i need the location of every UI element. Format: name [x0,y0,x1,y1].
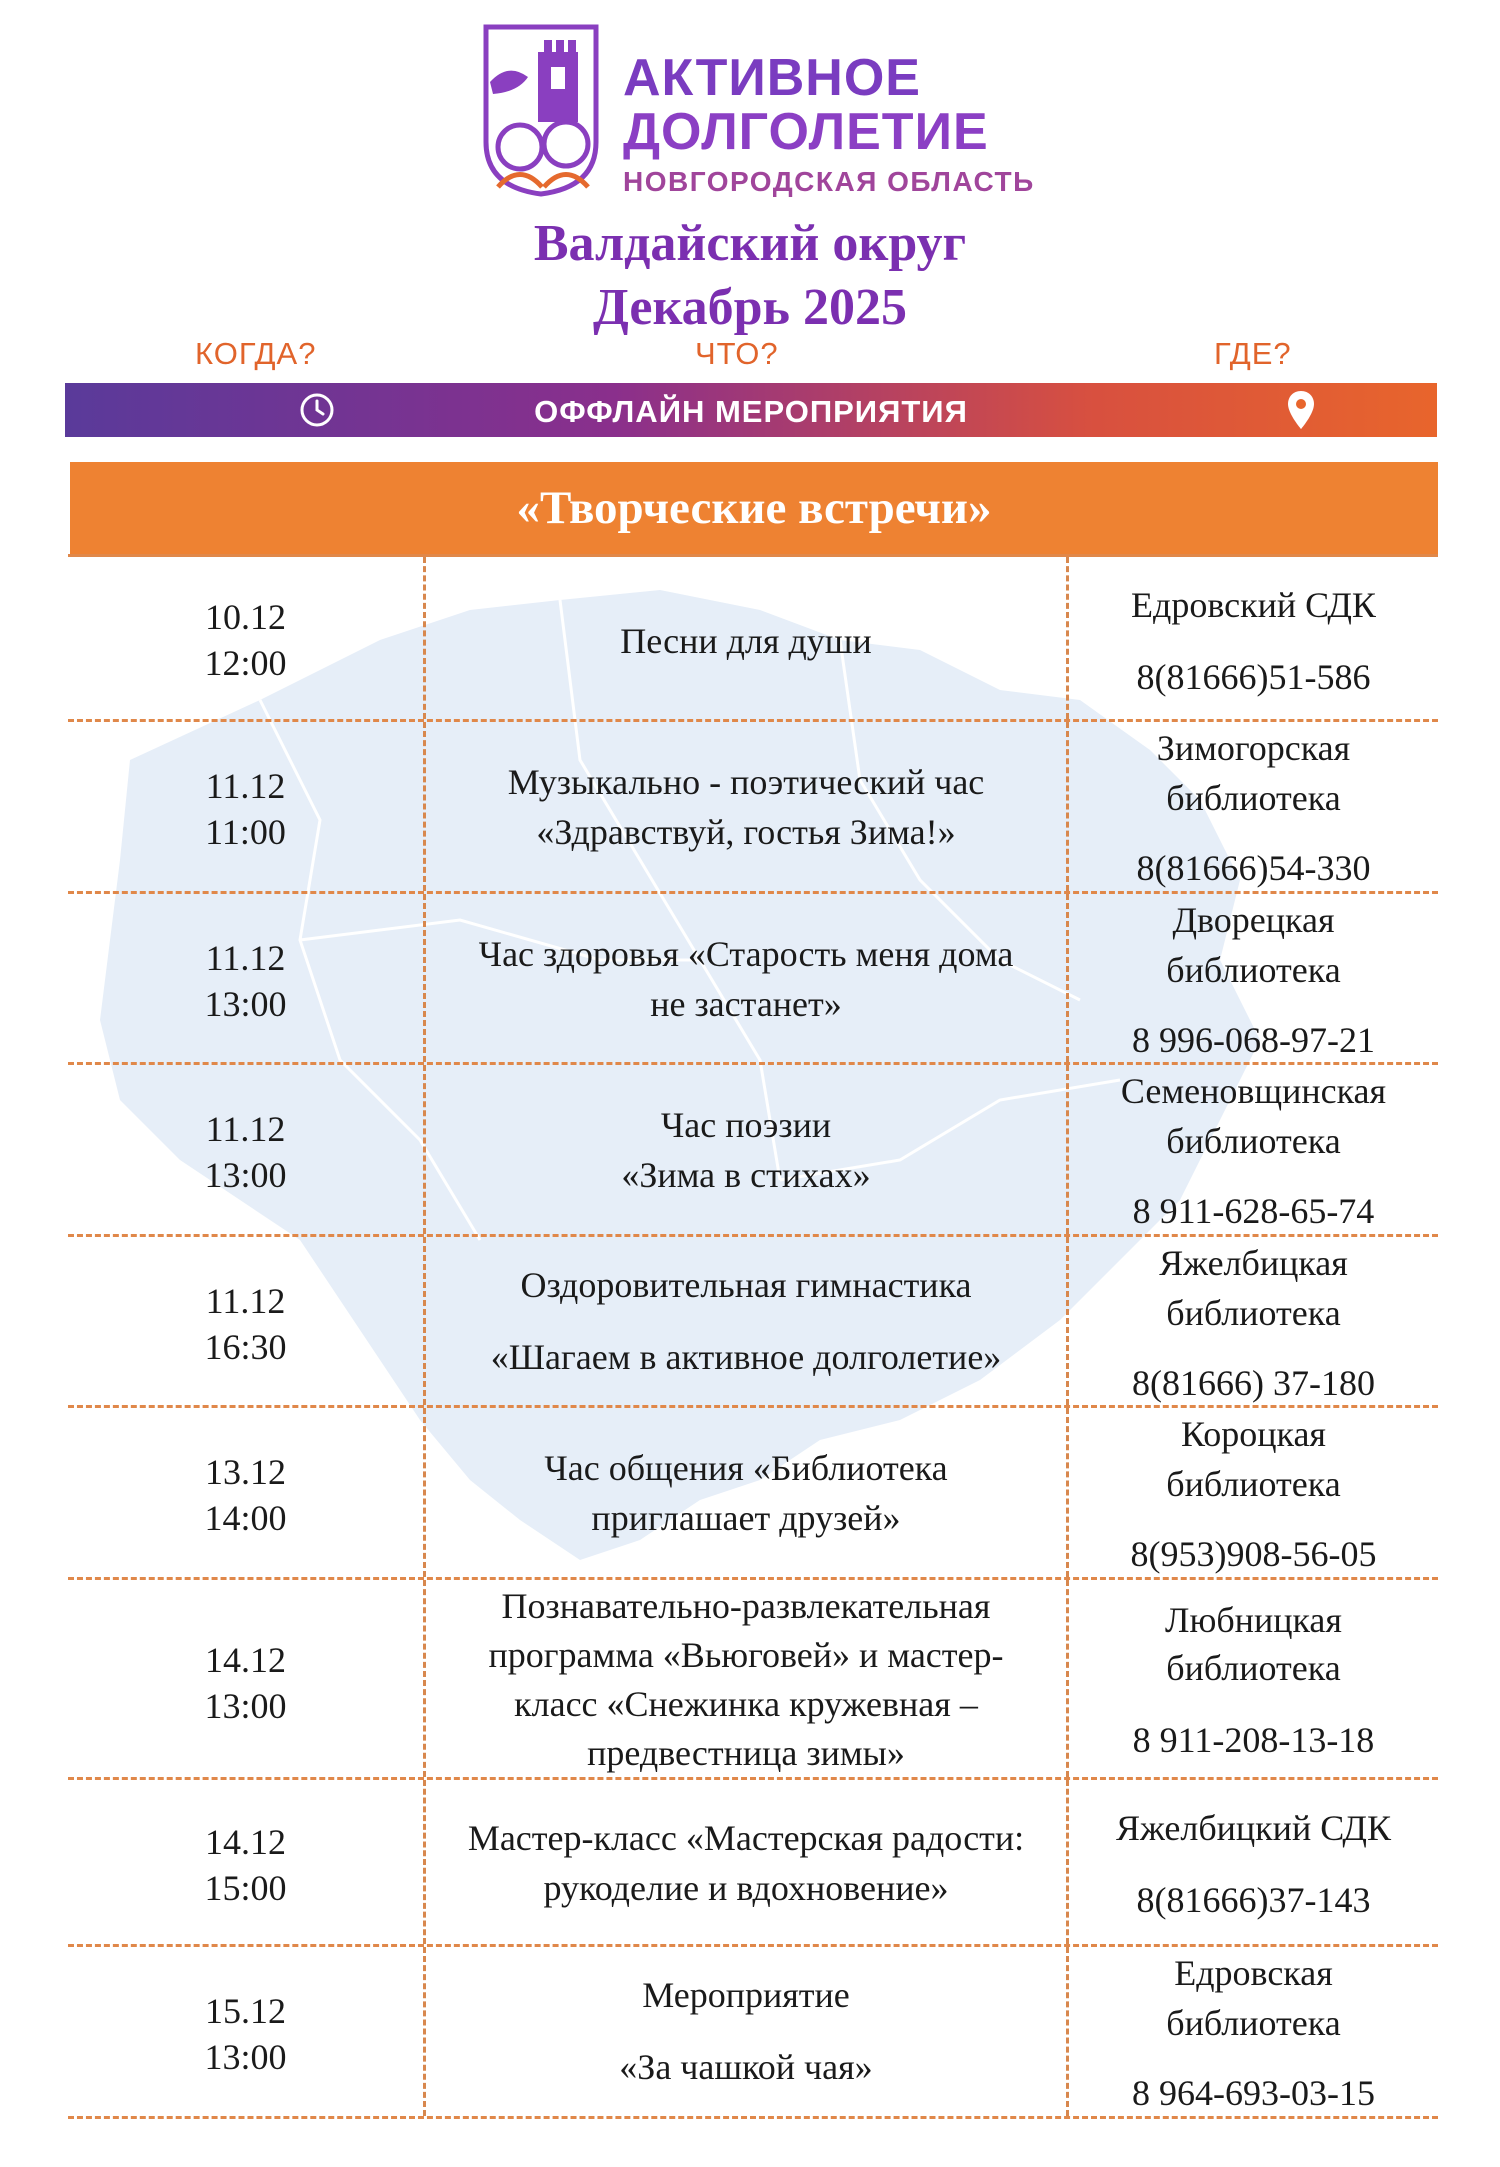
what-cell [426,1237,1069,1405]
event-date: 11.12 [205,938,286,978]
where-cell [1069,722,1438,891]
event-phone: 8(81666)54-330 [1136,848,1371,888]
what-cell [426,1947,1069,2116]
event-place-line: Едровский СДК [1131,585,1376,625]
event-place-line: библиотека [1166,2003,1341,2043]
event-place-line: библиотека [1166,1293,1341,1333]
where-cell [1069,1237,1438,1405]
when-cell [68,1408,426,1577]
when-cell [68,894,426,1062]
what-cell [426,1580,1069,1777]
event-place-line: библиотека [1166,1648,1341,1688]
event-time: 13:00 [204,984,287,1024]
logo [478,22,1035,202]
event-date: 14.12 [205,1822,286,1862]
where-cell [1069,1580,1438,1777]
event-place-line: библиотека [1166,1121,1341,1161]
when-cell [68,557,426,719]
event-place-line: Семеновщинская [1120,1071,1387,1111]
event-phone: 8 911-628-65-74 [1132,1191,1375,1231]
event-title-line: «Зима в стихах» [621,1155,871,1195]
event-title-line: Оздоровительная гимнастика [520,1265,972,1305]
what-cell [426,1780,1069,1944]
event-phone: 8 911-208-13-18 [1132,1720,1375,1760]
event-date: 14.12 [205,1640,286,1680]
events-table [68,554,1438,2119]
event-title-line: программа «Вьюговей» и мастер- [488,1635,1004,1675]
page-subtitle-month: Декабрь 2025 [592,279,908,336]
where-cell [1069,1780,1438,1944]
event-place-line: библиотека [1166,778,1341,818]
event-date: 15.12 [205,1991,286,2031]
event-date: 13.12 [205,1452,286,1492]
where-cell [1069,1408,1438,1577]
table-row [68,1237,1438,1408]
what-cell [426,557,1069,719]
event-title-line: рукоделие и вдохновение» [543,1868,949,1908]
event-time: 13:00 [204,2037,287,2077]
where-cell [1069,1065,1438,1234]
offline-events-banner [65,383,1437,437]
table-row [68,1408,1438,1580]
when-cell [68,1580,426,1777]
event-time: 13:00 [204,1155,287,1195]
event-title-line: Час здоровья «Старость меня дома [478,934,1014,974]
location-pin-icon [1286,389,1316,431]
table-row [68,894,1438,1065]
when-cell [68,1237,426,1405]
event-date: 11.12 [205,766,286,806]
table-row [68,554,1438,722]
logo-title-line1: АКТИВНОЕ [623,49,921,107]
where-cell [1069,1947,1438,2116]
event-place-line: Короцкая [1181,1414,1326,1454]
event-title-line: Познавательно-развлекательная [501,1586,991,1626]
when-cell [68,1947,426,2116]
table-row [68,722,1438,894]
event-phone: 8(953)908-56-05 [1130,1534,1377,1574]
column-label-when: КОГДА? [195,336,317,371]
table-row [68,1780,1438,1947]
event-title-line: «Здравствуй, гостья Зима!» [536,812,956,852]
banner-title: ОФФЛАЙН МЕРОПРИЯТИЯ [534,394,968,429]
event-place-line: Яжелбицкая [1159,1243,1348,1283]
event-title-line: «За чашкой чая» [619,2047,873,2087]
event-time: 12:00 [204,643,287,683]
event-place-line: Дворецкая [1172,900,1335,940]
event-title-line: класс «Снежинка кружевная – [514,1684,978,1724]
event-title-line: Мероприятие [642,1975,850,2015]
event-title-line: Мастер-класс «Мастерская радости: [467,1818,1025,1858]
when-cell [68,1065,426,1234]
where-cell [1069,557,1438,719]
event-title-line: «Шагаем в активное долголетие» [490,1337,1002,1377]
table-row [68,1580,1438,1780]
event-place-line: Яжелбицкий СДК [1115,1808,1391,1848]
event-phone: 8(81666)51-586 [1136,657,1371,697]
column-label-where: ГДЕ? [1214,336,1292,371]
what-cell [426,1408,1069,1577]
event-title-line: Час поэзии [660,1105,832,1145]
event-title-line: приглашает друзей» [591,1498,901,1538]
event-phone: 8 996-068-97-21 [1132,1020,1375,1060]
event-time: 11:00 [205,812,286,852]
event-time: 15:00 [204,1868,287,1908]
table-row [68,1947,1438,2119]
logo-subtitle: НОВГОРОДСКАЯ ОБЛАСТЬ [623,166,1035,197]
event-place-line: библиотека [1166,950,1341,990]
event-place-line: Зимогорская [1156,728,1351,768]
event-title-line: Музыкально - поэтический час [507,762,985,802]
event-date: 11.12 [205,1109,286,1149]
event-time: 16:30 [204,1327,287,1367]
logo-title-line2: ДОЛГОЛЕТИЕ [623,103,989,161]
event-title-line: предвестница зимы» [587,1733,905,1773]
event-date: 11.12 [205,1281,286,1321]
event-phone: 8(81666)37-143 [1136,1880,1371,1920]
page-title: Валдайский округ [533,215,967,272]
event-title-line: Час общения «Библиотека [544,1448,948,1488]
what-cell [426,894,1069,1062]
event-place-line: Едровская [1174,1953,1333,1993]
what-cell [426,1065,1069,1234]
event-title-line: Песни для души [620,621,872,661]
when-cell [68,722,426,891]
event-date: 10.12 [205,597,286,637]
what-cell [426,722,1069,891]
event-time: 13:00 [204,1686,287,1726]
when-cell [68,1780,426,1944]
section-header [70,462,1438,554]
event-time: 14:00 [204,1498,287,1538]
event-place-line: библиотека [1166,1464,1341,1504]
column-label-what: ЧТО? [695,336,779,371]
table-row [68,1065,1438,1237]
section-title: «Творческие встречи» [516,482,992,534]
event-phone: 8 964-693-03-15 [1132,2073,1375,2113]
where-cell [1069,894,1438,1062]
event-place-line: Любницкая [1165,1600,1342,1640]
tower-bird-people-emblem-icon [478,22,603,197]
event-phone: 8(81666) 37-180 [1132,1363,1375,1403]
event-title-line: не застанет» [650,984,842,1024]
